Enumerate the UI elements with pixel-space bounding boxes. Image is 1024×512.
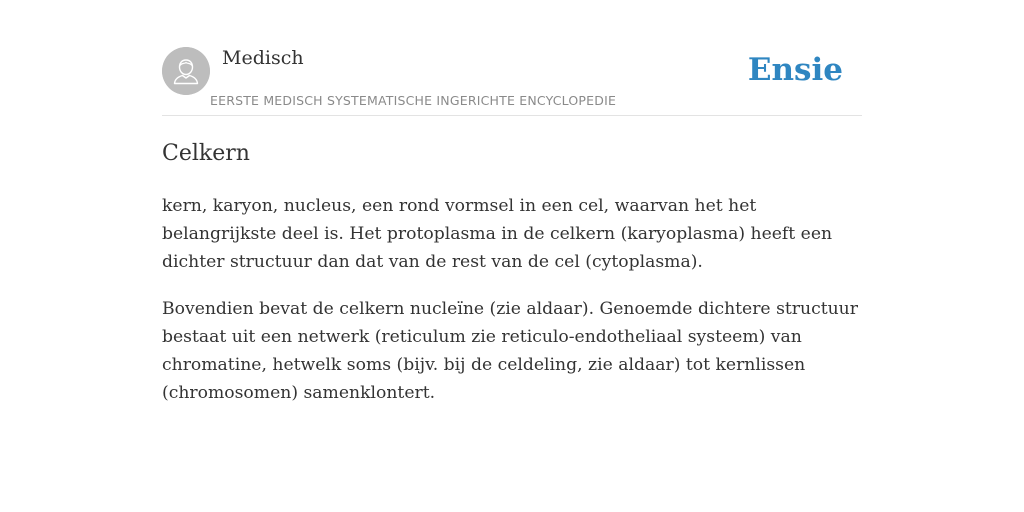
brand-logo-link[interactable]: Ensie (747, 52, 843, 88)
author-name-link[interactable]: Medisch (222, 47, 304, 69)
content-container (162, 0, 862, 403)
article-paragraph: kern, karyon, nucleus, een rond vormsel in een cel, waarvan het het belangrijkste deel is. Het protoplasma in de celkern (karyoplasma) heeft een dichter structuur dan dat van de rest van de cel (cytoplasma). (162, 196, 833, 272)
article-title: Celkern (162, 141, 250, 166)
user-icon (162, 47, 210, 95)
article-body (162, 192, 862, 426)
author-subtitle: EERSTE MEDISCH SYSTEMATISCHE INGERICHTE ENCYCLOPEDIE (210, 93, 617, 108)
author-header (162, 0, 862, 116)
author-avatar[interactable] (162, 47, 210, 95)
article-paragraph: Bovendien bevat de celkern nucleïne (zie aldaar). Genoemde dichtere structuur bestaat uit een netwerk (reticulum zie reticulo-endotheliaal systeem) van chromatine, hetwelk soms (bijv. bij de celdeling, zie aldaar) tot kernlissen (chromosomen) samenklontert. (162, 299, 858, 403)
